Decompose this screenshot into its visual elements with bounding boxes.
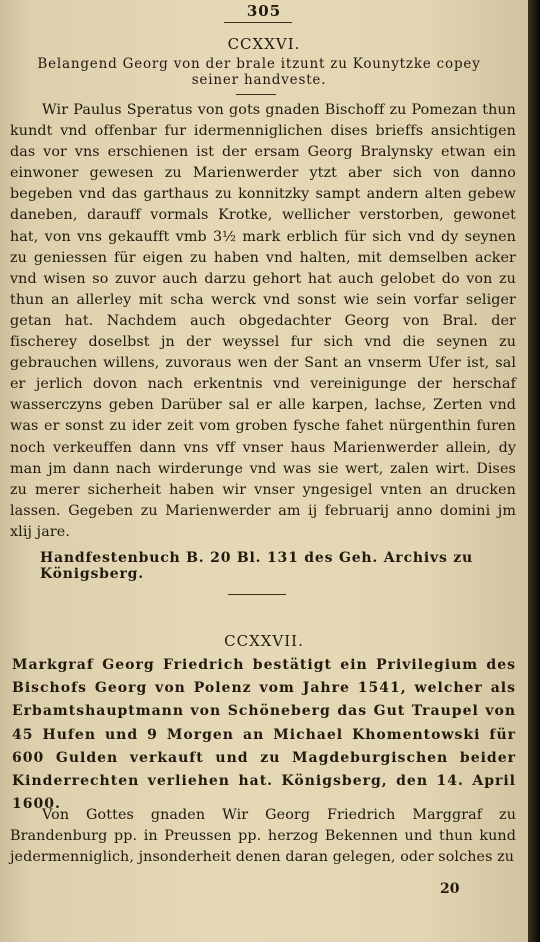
document-body bbox=[10, 805, 516, 868]
source-note: Handfestenbuch B. 20 Bl. 131 des Geh. Archivs zu Königsberg. bbox=[40, 550, 474, 582]
document-body-text: Wir Paulus Speratus von gots gnaden Bischoff zu Pomezan thun kundt vnd offenbar fur idermenniglichen dises brieffs ansichtigen das vor vns erschienen ist der ersam Georg Bralynsky etwan ein einwoner gewesen zu Marienwerder ytzt aber sich von danno begeben vnd das garthaus zu konnitzky sampt andern alten gebew daneben, darauff vormals Krotke, wellicher verstorben, gewonet hat, von vns gekaufft vmb 3½ mark erblich für sich vnd dy seynen zu geniessen für eigen zu haben vnd halten, mit demselben acker vnd wisen so zuvor auch darzu gehort hat auch gelobet do von zu thun an allerley mit scha werck vnd sonst wie sein vorfar seliger getan hat. Nachdem auch obgedachter Georg von Bral. der fischerey doselbst jn der weyssel fur sich vnd die seynen zu gebrauchen willens, zuvoraus wen der Sant an vnserm Ufer ist, sal er jerlich dovon nach erkentnis vnd vereinigunge der herschaf wasserczyns geben Darüber sal er alle karpen, lachse, Zerten vnd was er sonst zu ider zeit vom groben fysche fahet nürgenthin furen noch verkeuffen dann vns vff vnser haus Marienwerder allein, dy man jm dann nach wirderunge vnd was sie wert, zalen wirt. Dises zu merer sicherheit haben wir vnser yngesigel vnten an drucken lassen. Gegeben zu Marienwerder am ij februarij anno domini jm xlij jare. bbox=[10, 102, 516, 540]
document-body bbox=[10, 100, 516, 543]
page-number: 305 bbox=[246, 2, 282, 20]
signature-mark: 20 bbox=[440, 881, 460, 897]
document-regest bbox=[12, 654, 516, 816]
document-number: CCXXVI. bbox=[227, 35, 301, 53]
heading-rule bbox=[236, 94, 276, 95]
section-divider bbox=[228, 594, 286, 595]
document-body-text: Von Gottes gnaden Wir Georg Friedrich Marggraf zu Brandenburg pp. in Preussen pp. herzog Bekennen und thun kund jedermenniglich, jnsonderheit denen daran gelegen, oder solches zu bbox=[10, 807, 516, 866]
document-regest-text: Markgraf Georg Friedrich bestätigt ein Privilegium des Bischofs Georg von Polenz vom Jahre 1541, welcher als Erbamtshauptmann von Schöneberg das Gut Traupel von 45 Hufen und 9 Morgen an Michael Khomentowski für 600 Gulden verkauft und zu Magdeburgischen beider Kinderrechten verliehen hat. Königsberg, den 14. April 1600. bbox=[12, 657, 516, 813]
document-heading: Belangend Georg von der brale itzunt zu Kounytzke copey seiner handveste. bbox=[37, 56, 481, 88]
document-number: CCXXVII. bbox=[224, 632, 304, 650]
book-edge-shadow bbox=[528, 0, 540, 942]
page-number-rule bbox=[224, 22, 292, 23]
